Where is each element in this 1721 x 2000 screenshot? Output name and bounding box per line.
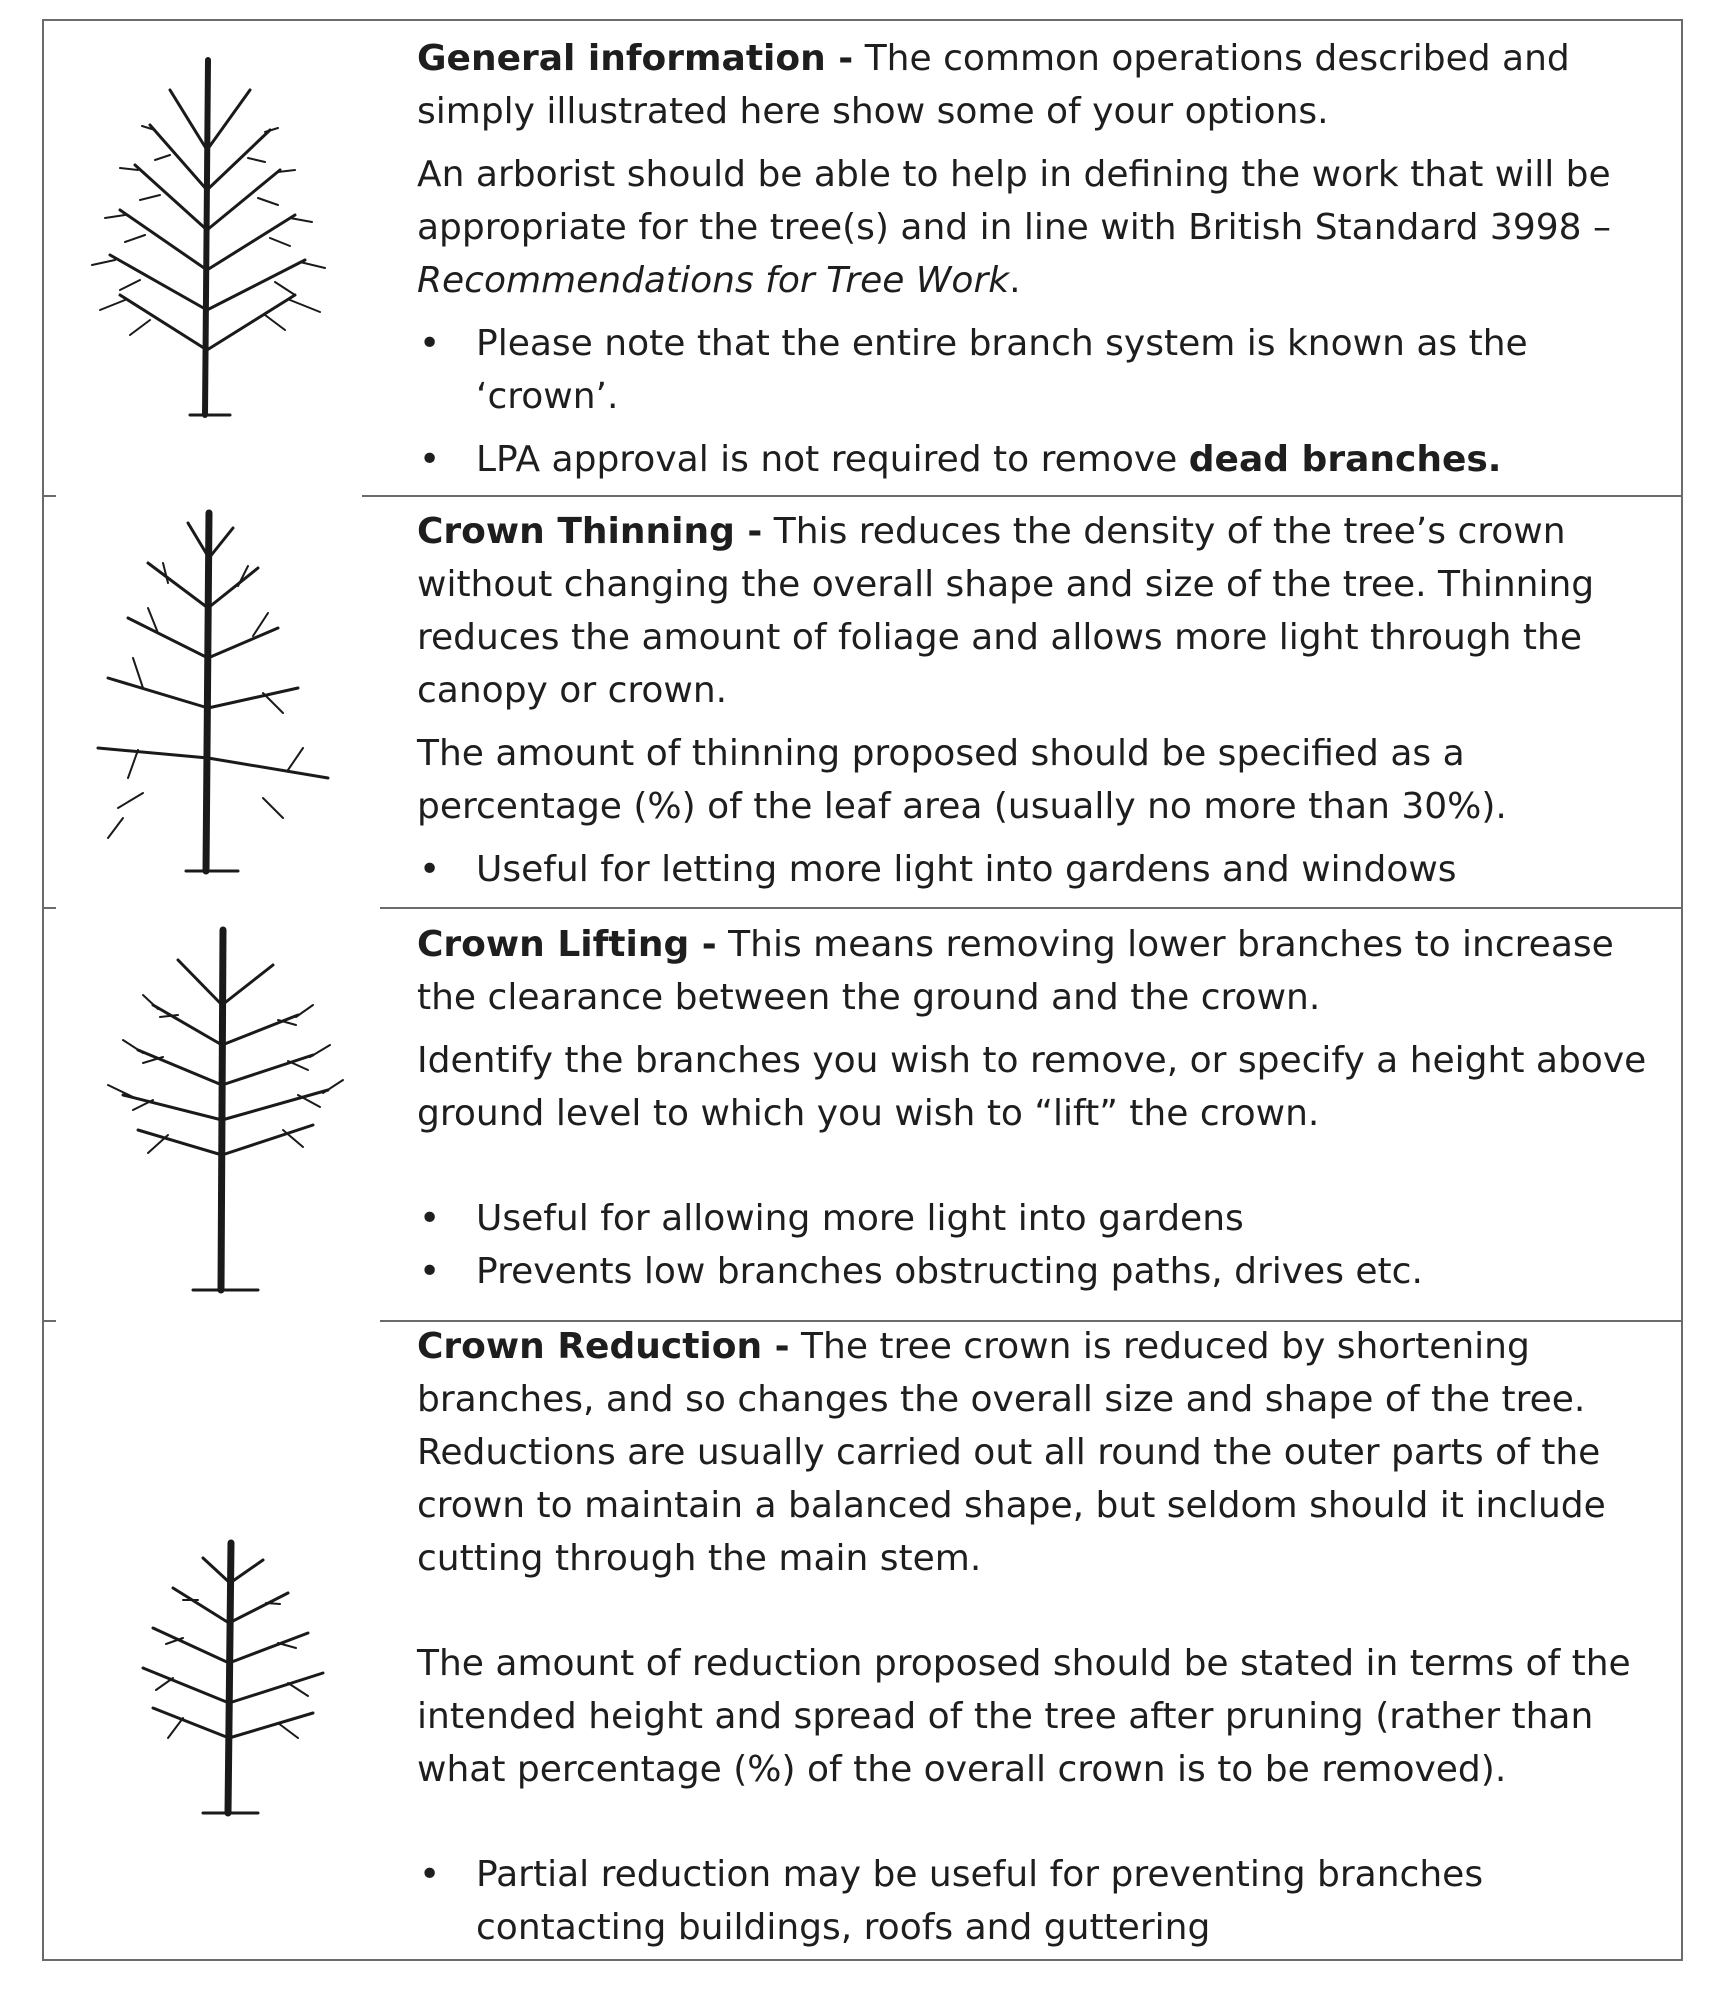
bullet-list <box>417 317 1657 486</box>
standard-title: Recommendations for Tree Work <box>417 260 1010 301</box>
bullet-list <box>417 1848 1657 1954</box>
crown-reduction-tree-illustration <box>128 1538 338 1818</box>
full-tree-illustration <box>80 50 340 420</box>
general-intro <box>417 32 1657 138</box>
section-title: Crown Lifting - <box>417 924 717 965</box>
bullet-text: LPA approval is not required to remove <box>476 439 1189 480</box>
section-intro-text: This reduces the density of the tree’s crown without changing the overall shape and size of the tree. Thinning reduces the amount of foliage and allows more light through the canopy or crown. <box>417 511 1595 711</box>
crown-lifting-tree-illustration <box>98 925 348 1295</box>
thinning-para2: The amount of thinning proposed should be specified as a percentage (%) of the leaf area (usually no more than 30%). <box>417 733 1507 827</box>
bullet-item <box>417 433 1657 486</box>
section-title: General information - <box>417 38 854 79</box>
row-divider-tick <box>42 495 56 497</box>
bullet-item: • Partial reduction may be useful for preventing branches contacting buildings, roofs and guttering <box>417 1848 1657 1954</box>
bullet-item: • Please note that the entire branch system is known as the ‘crown’. <box>417 317 1657 423</box>
lifting-intro <box>417 918 1657 1024</box>
lifting-para2: Identify the branches you wish to remove, or specify a height above ground level to which you wish to “lift” the crown. <box>417 1040 1647 1134</box>
section-intro-text: The tree crown is reduced by shortening branches, and so changes the overall size and shape of the tree. Reductions are usually carried out all round the outer parts of the crown to maintain a balanced shape, but seldom should it include cutting through the main stem. <box>417 1326 1606 1579</box>
crown-thinning-tree-illustration <box>88 508 348 878</box>
general-para2 <box>417 148 1657 307</box>
row-divider-tick <box>42 907 56 909</box>
row-divider <box>380 907 1683 909</box>
reduction-para2: The amount of reduction proposed should be stated in terms of the intended height and spread of the tree after pruning (rather than what percentage (%) of the overall crown is to be removed). <box>417 1643 1631 1790</box>
thinning-intro <box>417 505 1657 717</box>
bullet-list <box>417 843 1657 896</box>
bullet-bold-text: dead branches. <box>1188 439 1502 480</box>
row-divider-tick <box>42 1320 56 1322</box>
section-intro-text: The common operations described and simply illustrated here show some of your options. <box>417 38 1570 132</box>
section-title: Crown Reduction - <box>417 1326 790 1367</box>
bullet-item: • Prevents low branches obstructing paths, drives etc. <box>417 1245 1657 1298</box>
section-crown-reduction <box>417 1320 1657 1954</box>
para-text-end: . <box>1009 260 1021 301</box>
section-general-information <box>417 32 1657 496</box>
para-text: An arborist should be able to help in defining the work that will be appropriate for the tree(s) and in line with British Standard 3998 – <box>417 154 1611 248</box>
section-crown-lifting <box>417 918 1657 1298</box>
bullet-item: • Useful for allowing more light into gardens <box>417 1192 1657 1245</box>
reduction-intro <box>417 1320 1657 1585</box>
bullet-list <box>417 1192 1657 1298</box>
section-intro-text: This means removing lower branches to increase the clearance between the ground and the crown. <box>417 924 1614 1018</box>
bullet-item: • Useful for letting more light into gardens and windows <box>417 843 1657 896</box>
section-title: Crown Thinning - <box>417 511 763 552</box>
section-crown-thinning <box>417 505 1657 906</box>
